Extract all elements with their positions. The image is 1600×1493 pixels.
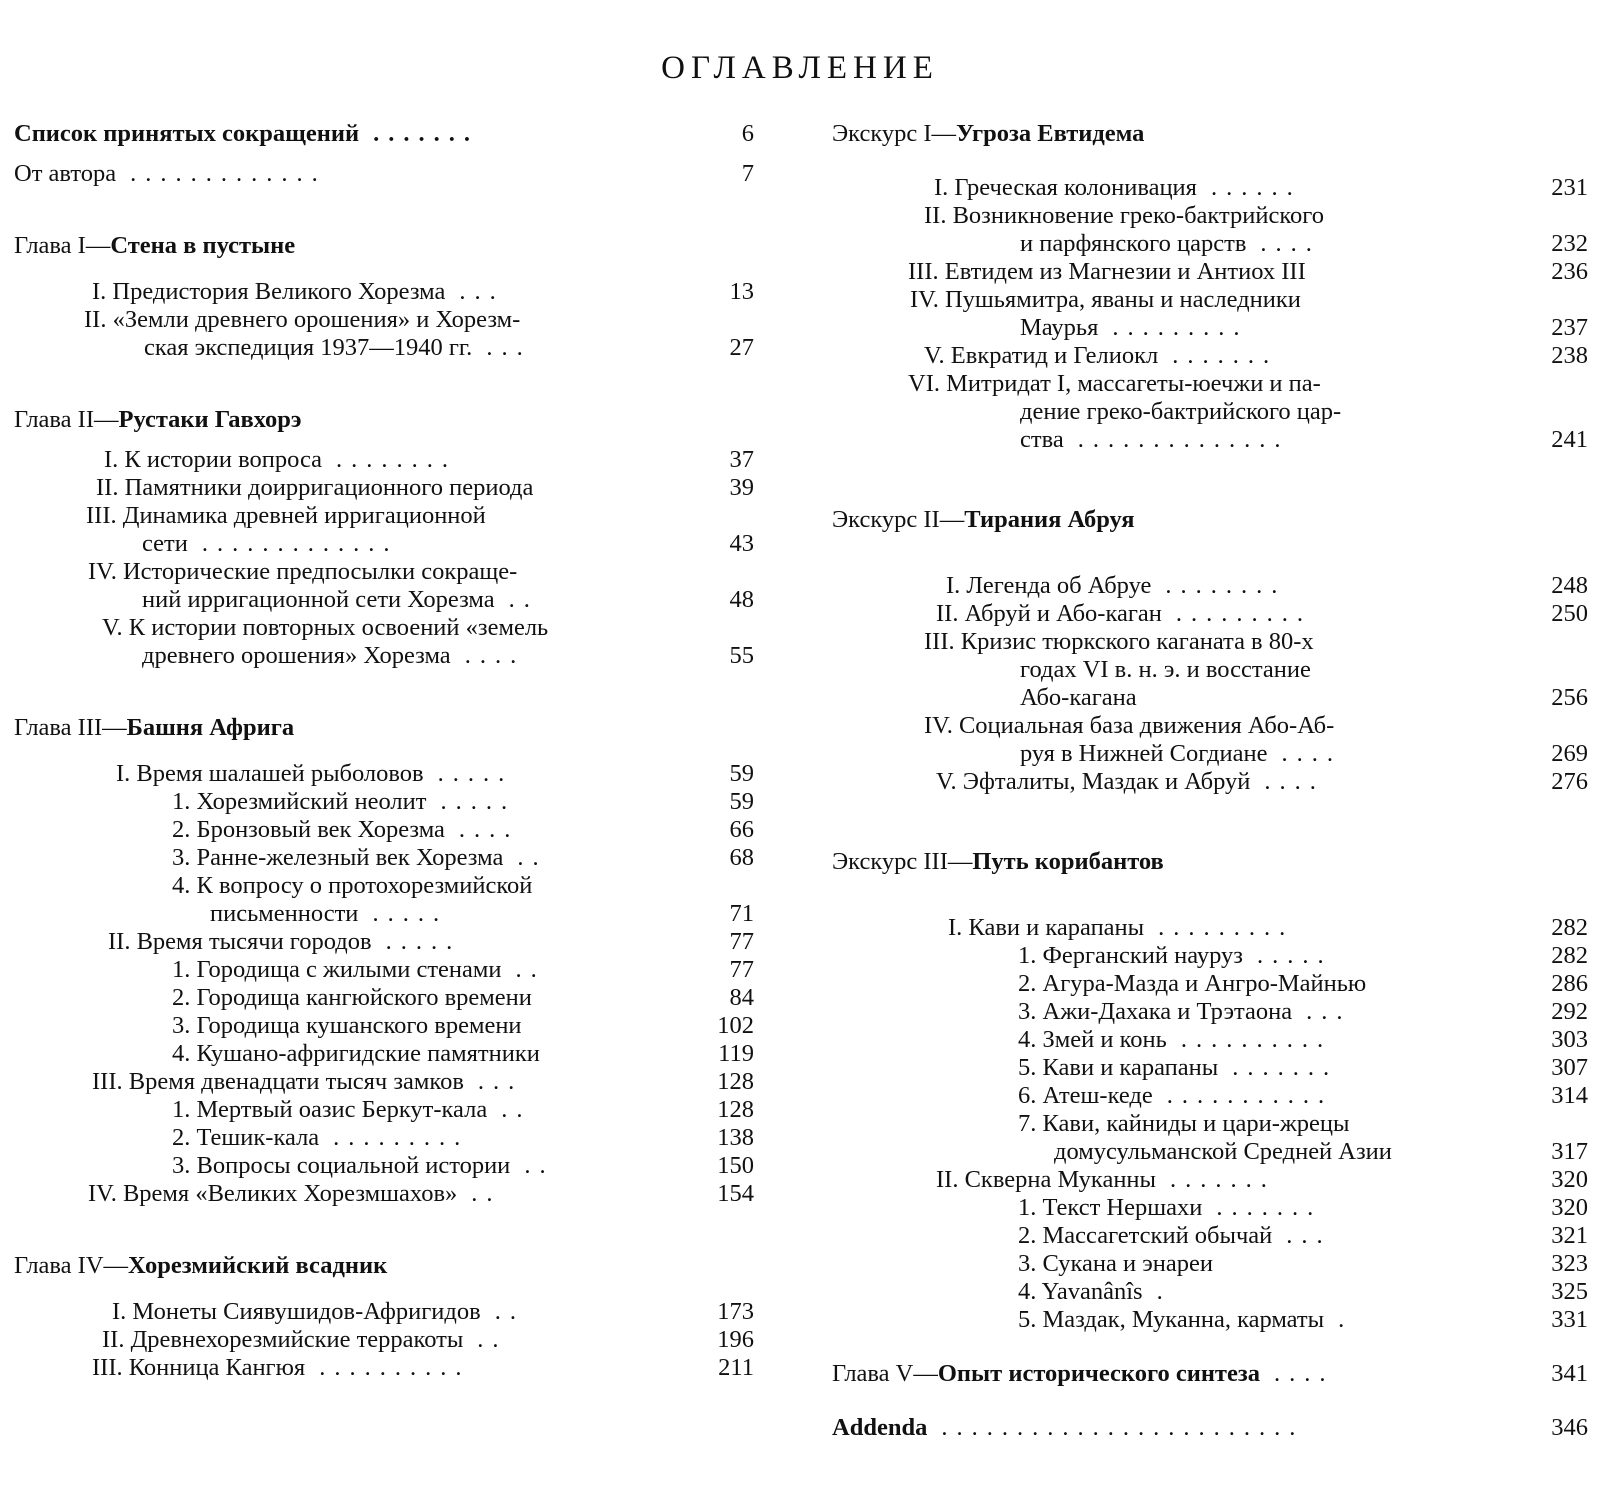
toc-entry[interactable]: I. Легенда об Абруе ........ 248 [946, 572, 1588, 599]
toc-entry[interactable]: I. Монеты Сиявушидов-Афригидов .. 173 [112, 1298, 754, 1325]
toc-entry[interactable]: II. Возникновение греко-бактрийского [924, 202, 1324, 229]
toc-entry[interactable]: VI. Митридат I, массагеты-юечжи и па- [908, 370, 1321, 397]
toc-entry-continued[interactable]: Маурья ......... 237 [1020, 314, 1588, 341]
toc-entry[interactable]: 3. Ранне-железный век Хорезма .. 68 [172, 844, 754, 871]
toc-entry[interactable]: 2. Городища кангюйского времени 84 [172, 984, 754, 1011]
toc-entry[interactable]: 1. Хорезмийский неолит ..... 59 [172, 788, 754, 815]
excursus-heading-1[interactable]: Экскурс I—Угроза Евтидема [832, 120, 1145, 147]
chapter-heading-5[interactable]: Глава V—Опыт исторического синтеза .... 341 [832, 1360, 1588, 1387]
toc-entry[interactable]: 2. Агура-Мазда и Ангро-Майнью 286 [1018, 970, 1588, 997]
toc-entry-abbreviations[interactable]: Список принятых сокращений ....... 6 [14, 120, 754, 147]
toc-entry-continued[interactable]: сети ............. 43 [142, 530, 754, 557]
toc-right-column [832, 120, 1588, 1442]
toc-entry[interactable]: V. Эфталиты, Маздак и Абруй .... 276 [936, 768, 1588, 795]
toc-entry[interactable]: 7. Кави, кайниды и цари-жрецы [1018, 1110, 1350, 1137]
toc-entry[interactable]: 1. Ферганский науруз ..... 282 [1018, 942, 1588, 969]
toc-entry[interactable]: II. Время тысячи городов ..... 77 [108, 928, 754, 955]
toc-entry[interactable]: 1. Городища с жилыми стенами .. 77 [172, 956, 754, 983]
toc-entry[interactable]: 3. Вопросы социальной истории .. 150 [172, 1152, 754, 1179]
toc-entry[interactable]: III. Конница Кангюя .......... 211 [92, 1354, 754, 1381]
toc-entry[interactable]: III. Время двенадцати тысяч замков ... 128 [92, 1068, 754, 1095]
toc-entry-continued[interactable]: ний ирригационной сети Хорезма .. 48 [142, 586, 754, 613]
toc-entry[interactable]: III. Евтидем из Магнезии и Антиох III 236 [908, 258, 1588, 285]
toc-entry-continued[interactable]: руя в Нижней Согдиане .... 269 [1020, 740, 1588, 767]
toc-entry-continued[interactable]: письменности ..... 71 [210, 900, 754, 927]
toc-entry[interactable]: II. Древнехорезмийские терракоты .. 196 [102, 1326, 754, 1353]
toc-entry[interactable]: V. Евкратид и Гелиокл ....... 238 [924, 342, 1588, 369]
toc-entry[interactable]: 1. Мертвый оазис Беркут-кала .. 128 [172, 1096, 754, 1123]
toc-left-column [14, 120, 754, 1382]
toc-entry[interactable]: IV. Исторические предпосылки сокраще- [88, 558, 518, 585]
toc-entry[interactable]: 2. Бронзовый век Хорезма .... 66 [172, 816, 754, 843]
excursus-heading-2[interactable]: Экскурс II—Тирания Абруя [832, 506, 1135, 533]
addenda-entry[interactable]: Addenda ........................ 346 [832, 1414, 1588, 1441]
toc-entry[interactable]: III. Динамика древней ирригационной [86, 502, 486, 529]
toc-entry[interactable]: 3. Сукана и энареи 323 [1018, 1250, 1588, 1277]
page-number: 7 [741, 160, 754, 187]
toc-entry[interactable]: III. Кризис тюркского каганата в 80-х [924, 628, 1314, 655]
chapter-heading-1[interactable]: Глава I—Стена в пустыне [14, 232, 296, 259]
toc-entry[interactable]: IV. Социальная база движения Або-Аб- [924, 712, 1335, 739]
page-title: ОГЛАВЛЕНИЕ [661, 50, 939, 86]
toc-entry-continued[interactable]: дение греко-бактрийского цар- [1020, 398, 1342, 425]
chapter-heading-2[interactable]: Глава II—Рустаки Гавхорэ [14, 406, 302, 433]
toc-entry[interactable]: IV. Время «Великих Хорезмшахов» .. 154 [88, 1180, 754, 1207]
toc-entry[interactable]: II. «Земли древнего орошения» и Хорезм- [84, 306, 521, 333]
toc-entry[interactable]: 4. Кушано-афригидские памятники 119 [172, 1040, 754, 1067]
toc-entry[interactable]: 3. Ажи-Дахака и Трэтаона ... 292 [1018, 998, 1588, 1025]
toc-entry[interactable]: 1. Текст Нершахи ....... 320 [1018, 1194, 1588, 1221]
page-number: 6 [741, 120, 754, 147]
toc-entry[interactable]: 4. К вопросу о протохорезмийской [172, 872, 533, 899]
toc-entry[interactable]: I. К истории вопроса ........ 37 [104, 446, 754, 473]
toc-entry[interactable]: I. Кави и карапаны ......... 282 [948, 914, 1588, 941]
toc-entry[interactable]: 4. Змей и конь .......... 303 [1018, 1026, 1588, 1053]
toc-entry-continued[interactable]: домусульманской Средней Азии 317 [1054, 1138, 1588, 1165]
toc-entry[interactable]: 5. Маздак, Муканна, карматы . 331 [1018, 1306, 1588, 1333]
toc-entry-continued[interactable]: древнего орошения» Хорезма .... 55 [142, 642, 754, 669]
toc-entry[interactable]: I. Время шалашей рыболовов ..... 59 [116, 760, 754, 787]
toc-entry-continued[interactable]: годах VI в. н. э. и восстание [1020, 656, 1311, 683]
toc-entry-continued[interactable]: ская экспедиция 1937—1940 гг. ... 27 [144, 334, 754, 361]
toc-entry-continued[interactable]: Або-кагана 256 [1020, 684, 1588, 711]
toc-entry[interactable]: II. Скверна Муканны ....... 320 [936, 1166, 1588, 1193]
toc-entry[interactable]: 5. Кави и карапаны ....... 307 [1018, 1054, 1588, 1081]
toc-entry[interactable]: 2. Тешик-кала ......... 138 [172, 1124, 754, 1151]
chapter-heading-3[interactable]: Глава III—Башня Африга [14, 714, 295, 741]
toc-entry[interactable]: V. К истории повторных освоений «земель [102, 614, 549, 641]
excursus-heading-3[interactable]: Экскурс III—Путь корибантов [832, 848, 1164, 875]
toc-entry[interactable]: I. Предистория Великого Хорезма ... 13 [92, 278, 754, 305]
toc-entry-author-note[interactable]: От автора ............. 7 [14, 160, 754, 187]
chapter-heading-4[interactable]: Глава IV—Хорезмийский всадник [14, 1252, 388, 1279]
toc-entry[interactable]: 4. Yavanânîs . 325 [1018, 1278, 1588, 1305]
toc-entry-continued[interactable]: ства .............. 241 [1020, 426, 1588, 453]
toc-entry-continued[interactable]: и парфянского царств .... 232 [1020, 230, 1588, 257]
toc-entry[interactable]: 3. Городища кушанского времени 102 [172, 1012, 754, 1039]
toc-entry[interactable]: II. Памятники доирригационного периода 39 [96, 474, 754, 501]
toc-entry[interactable]: II. Абруй и Або-каган ......... 250 [936, 600, 1588, 627]
toc-entry[interactable]: 6. Атеш-кеде ........... 314 [1018, 1082, 1588, 1109]
toc-entry[interactable]: I. Греческая колонивация ...... 231 [934, 174, 1588, 201]
toc-entry[interactable]: IV. Пушьямитра, яваны и наследники [910, 286, 1301, 313]
toc-entry[interactable]: 2. Массагетский обычай ... 321 [1018, 1222, 1588, 1249]
